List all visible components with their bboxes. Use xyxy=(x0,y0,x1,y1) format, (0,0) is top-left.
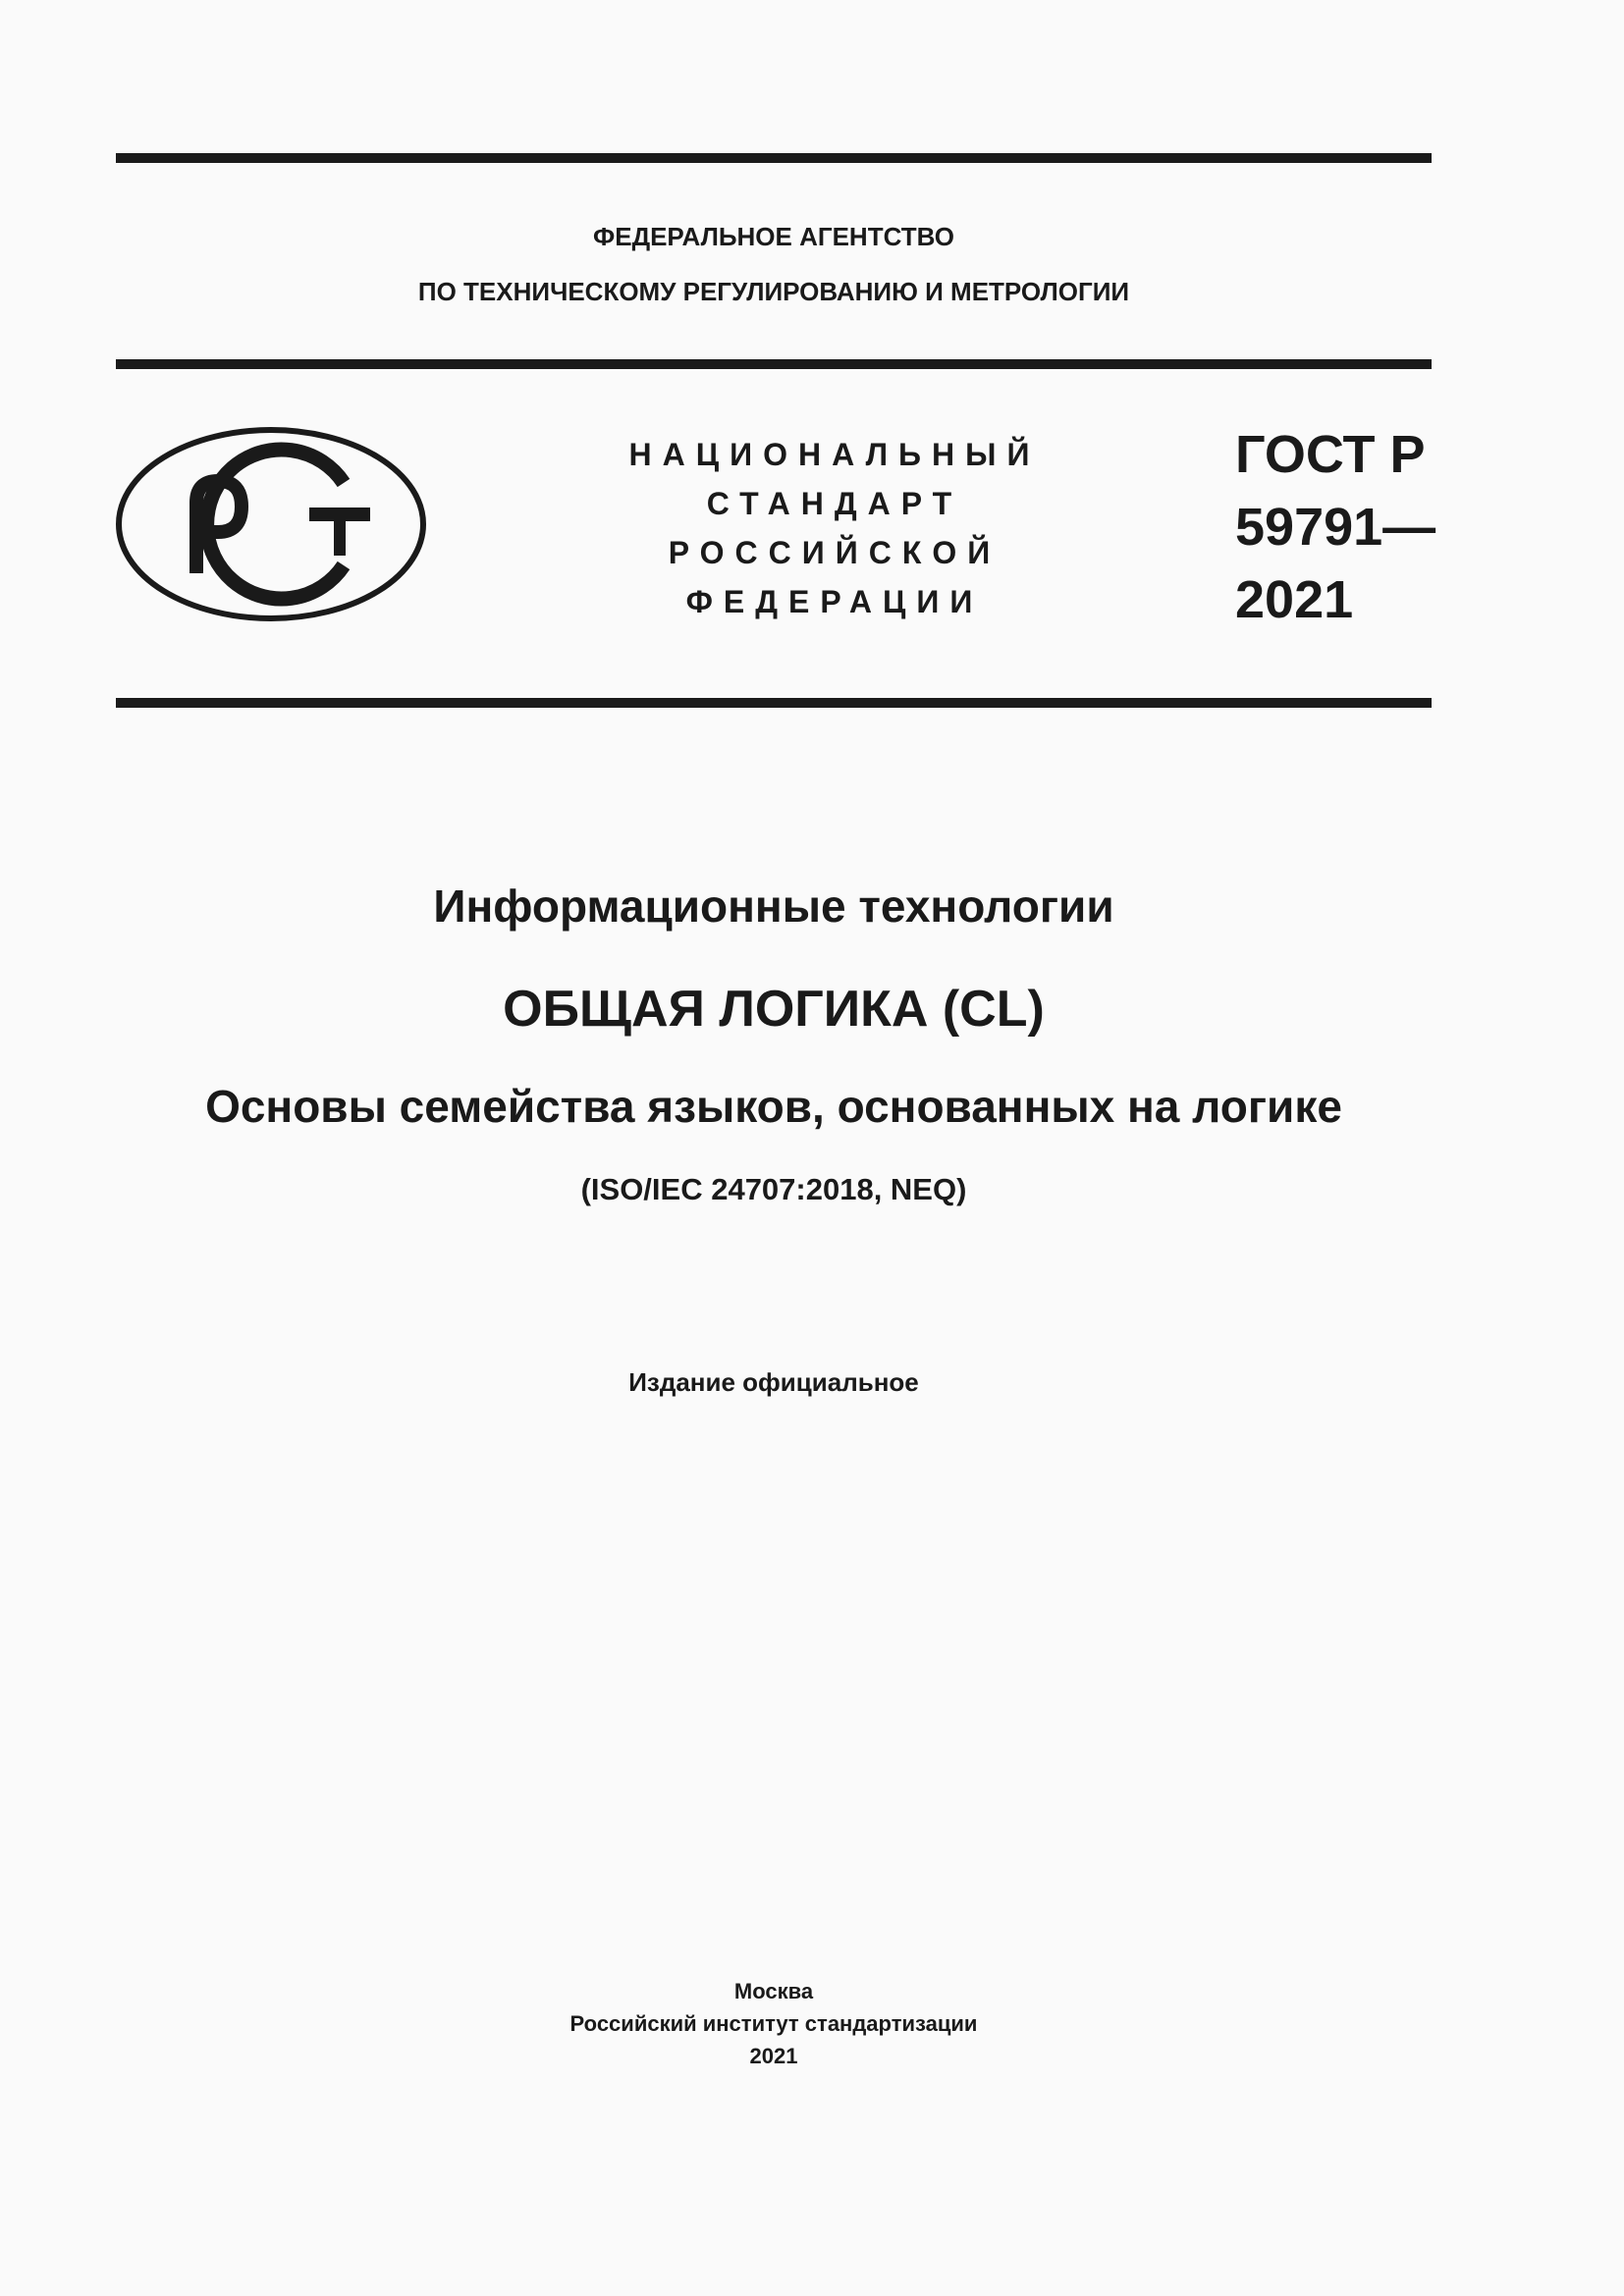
publisher-name: Российский институт стандартизации xyxy=(569,2011,978,2036)
national-standard-line3: РОССИЙСКОЙ xyxy=(668,535,1001,570)
designation-line3: 2021 xyxy=(1235,570,1354,629)
publisher-city: Москва xyxy=(733,1979,814,2003)
agency-name-line2: ПО ТЕХНИЧЕСКОМУ РЕГУЛИРОВАНИЮ И МЕТРОЛОГИИ xyxy=(417,277,1130,306)
rst-logo-icon xyxy=(116,426,426,622)
designation-line2: 59791— xyxy=(1235,498,1436,557)
national-standard-line1: НАЦИОНАЛЬНЫЙ xyxy=(628,437,1041,472)
top-rule xyxy=(116,153,1432,163)
designation-line1: ГОСТ Р xyxy=(1235,425,1426,484)
publisher-year: 2021 xyxy=(749,2044,798,2068)
national-standard-line2: СТАНДАРТ xyxy=(706,486,963,521)
agency-name-line1: ФЕДЕРАЛЬНОЕ АГЕНТСТВО xyxy=(593,222,954,251)
title-block-rule xyxy=(116,698,1432,708)
national-standard-line4: ФЕДЕРАЦИИ xyxy=(685,584,984,619)
edition-label: Издание официальное xyxy=(628,1367,919,1397)
standard-designation xyxy=(1235,418,1461,636)
document-title-line2: ОБЩАЯ ЛОГИКА (CL) xyxy=(503,981,1045,1038)
document-title-line3: Основы семейства языков, основанных на логике xyxy=(205,1081,1342,1132)
header-rule xyxy=(116,359,1432,369)
document-reference: (ISO/IEC 24707:2018, NEQ) xyxy=(580,1172,967,1206)
document-title-line1: Информационные технологии xyxy=(433,881,1114,932)
national-standard-label xyxy=(589,430,1080,626)
